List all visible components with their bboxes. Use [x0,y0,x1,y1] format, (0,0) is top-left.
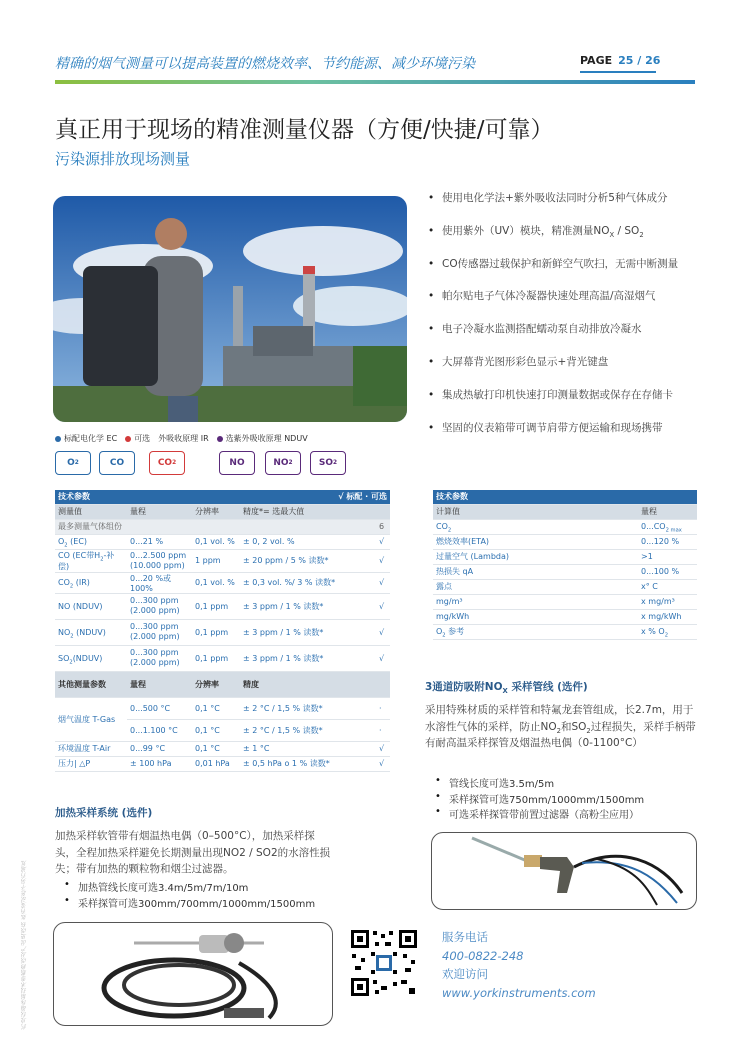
table-row [55,549,390,572]
max-gas-label: 最多测量气体组份 [55,519,376,534]
gas-co2: CO 2 [149,451,185,475]
phone-label: 服务电话 [442,930,488,944]
cell: 0,1 vol. % [192,572,240,593]
gas-no2: NO 2 [265,451,301,475]
col-head: 其他测量参数 [55,671,127,697]
spec-table [55,490,390,772]
cell: ± 0,5 hPa o 1 % 读数* [240,756,376,771]
cell: · [376,697,390,719]
feature-item: • 大屏幕背光图形彩色显示+背光键盘 [428,354,728,387]
feature-item: • 集成热敏打印机快速打印测量数据或保存在存储卡 [428,387,728,420]
cell: ± 3 ppm / 1 % 读数* [240,619,376,645]
cell: 过量空气 (Lambda) [433,549,638,564]
gas-no: NO [219,451,255,475]
cell: CO (EC带$H_2-$补偿) [55,549,127,572]
gas-o2: O 2 [55,451,91,475]
table-row [55,645,390,671]
col-head: 精度 [240,671,390,697]
list-item: • 采样探管可选300mm/700mm/1000mm/1500mm [62,895,342,911]
cell: ± 3 ppm / 1 % 读数* [240,645,376,671]
heated-image [53,922,333,1026]
legend-optional: 可选 [125,433,150,444]
phone-number[interactable]: 400-0822-248 [442,948,524,963]
feature-item: • 帕尔贴电子气体冷凝器快速处理高温/高湿烟气 [428,288,728,321]
table-row [55,534,390,549]
page-label-rule [580,71,656,73]
feature-item: • 使用电化学法+紫外吸收法同时分析5种气体成分 [428,190,728,223]
cell: 压力| △P [55,756,127,771]
table-row [55,756,390,771]
vertical-note: 约克仪器保留技术参数修改及产品更改权 如有变动恕不另行通知 [21,860,28,1030]
cell: ± 0, 2 vol. % [240,534,376,549]
visit-label: 欢迎访问 [442,967,488,981]
cell: 0...300 ppm (2.000 ppm) [127,619,192,645]
col-head: 分辨率 [192,671,240,697]
cell: x mg/kWh [638,609,697,624]
legend-nduv: 选紫外吸收原理 NDUV [217,433,308,444]
table-row [433,549,697,564]
cell: √ [376,619,390,645]
cell: 0,1 ppm [192,645,240,671]
list-item: • 采样探管可选750mm/1000mm/1500mm [433,791,703,807]
cell: 0...100 % [638,564,697,579]
probe3-heading: 3通道防吸附$NO_X$ 采样管线 (选件) [425,681,588,696]
header-slogan: 精确的烟气测量可以提高装置的燃烧效率、节约能源、减少环境污染 [55,56,475,72]
contact-block [442,928,596,1002]
table-row [433,624,697,639]
cell: ± 1 °C [240,741,376,756]
table-row [55,572,390,593]
cell: 0,1 ppm [192,619,240,645]
cell: 1 ppm [192,549,240,572]
cell: 0...21 % [127,534,192,549]
probe3-bullets [433,775,703,822]
website-link[interactable]: www.yorkinstruments.com [442,985,596,1000]
col-head: 计算值 [433,504,638,519]
cell: x mg/m³ [638,594,697,609]
col-head: 量程 [127,504,192,519]
col-head: 分辨率 [192,504,240,519]
page-number: 25 / 26 [618,54,661,67]
table-row [433,594,697,609]
feature-list [428,190,728,452]
cell: 0...300 ppm (2.000 ppm) [127,593,192,619]
cell: >1 [638,549,697,564]
heated-text: 加热采样软管带有烟温热电偶（0–500°C），加热采样探头，全程加热采样避免长期测量出现NO2 / SO2的水溶性损失；带有加热的颗粒物和烟尘过滤器。 [55,830,331,875]
cell: $CO_2$ (IR) [55,572,127,593]
sensor-legend [55,433,308,444]
cell: ± 100 hPa [127,756,192,771]
cell: mg/kWh [433,609,638,624]
cell: $O_2$ 参考 [433,624,638,639]
heated-heading: 加热采样系统 (选件) [55,807,153,819]
table-row [433,579,697,594]
cell: 0,1 ppm [192,593,240,619]
col-head: 量程 [127,671,192,697]
cell: mg/m³ [433,594,638,609]
page-indicator [580,54,660,67]
col-head: 精度*= 选最大值 [240,504,390,519]
cell: 0...120 % [638,534,697,549]
cell: 0...99 °C [127,741,192,756]
cell: ± 2 °C / 1,5 % 读数* [240,697,376,719]
spec-table-title: 技术参数 [55,490,240,504]
cell: 0...300 ppm (2.000 ppm) [127,645,192,671]
cell: 0,1 °C [192,719,240,741]
probe3-text: 采用特殊材质的采样管和特氟龙套管组成，长2.7m，用于水溶性气体的采样，防止$NO_2$和$SO_2$过程损失，采样手柄带有耐高温采样探管及烟温热电偶（0-1100°C） [425,704,696,749]
cell: √ [376,645,390,671]
blue-dot-icon [55,436,61,442]
hero-photo [53,196,407,422]
cell: √ [376,741,390,756]
cell: $0...CO_{2 max}$ [638,519,697,534]
cell: NO (NDUV) [55,593,127,619]
table-row [55,697,390,719]
table-row [433,609,697,624]
cell: ± 2 °C / 1,5 % 读数* [240,719,376,741]
header-gradient-rule [55,80,695,84]
cell: 环境温度 T-Air [55,741,127,756]
calc-table-title: 技术参数 [433,490,697,504]
calc-table [433,490,697,640]
cell: ± 0,3 vol. %/ 3 % 读数* [240,572,376,593]
feature-item: • 使用紫外（UV）模块，精准测量$NO_X / SO_2$ [428,223,728,256]
cell: √ [376,534,390,549]
legend-ec: 标配电化学 EC [55,433,117,444]
page-subtitle: 污染源排放现场测量 [55,150,191,168]
cell: $CO_2$ [433,519,638,534]
cell: · [376,719,390,741]
col-head: 测量值 [55,504,127,519]
heated-bullets [62,879,342,910]
cell: 0...2.500 ppm (10.000 ppm) [127,549,192,572]
cell: x % $O_2$ [638,624,697,639]
cell: 露点 [433,579,638,594]
feature-item: • 坚固的仪表箱带可调节肩带方便运输和现场携带 [428,420,728,453]
max-gas-value: 6 [376,519,390,534]
col-head: 量程 [638,504,697,519]
cell: 0,01 hPa [192,756,240,771]
cell: √ [376,572,390,593]
cell: 烟气温度 T-Gas [55,697,127,741]
cell: 0,1 °C [192,697,240,719]
table-row [433,564,697,579]
cell: x° C [638,579,697,594]
page-label: PAGE [580,54,613,67]
page-title: 真正用于现场的精准测量仪器（方便/快捷/可靠） [55,117,554,143]
cell: ± 3 ppm / 1 % 读数* [240,593,376,619]
feature-item: • CO传感器过载保护和新鲜空气吹扫，无需中断测量 [428,256,728,289]
probe3-image [431,832,697,910]
list-item: • 管线长度可选3.5m/5m [433,775,703,791]
list-item: • 可选采样探管带前置过滤器（高粉尘应用） [433,806,703,822]
cell: $O_2$ (EC) [55,534,127,549]
cell: $NO_2$ (NDUV) [55,619,127,645]
cell: √ [376,756,390,771]
cell: 燃烧效率(ETA) [433,534,638,549]
gas-so2: SO 2 [310,451,346,475]
purple-dot-icon [217,436,223,442]
cell: √ [376,549,390,572]
cell: ± 20 ppm / 5 % 读数* [240,549,376,572]
table-row [433,519,697,534]
cell: 0...20 %或100% [127,572,192,593]
cell: √ [376,593,390,619]
spec-key: √ 标配 · 可选 [240,490,390,504]
list-item: • 加热管线长度可选3.4m/5m/7m/10m [62,879,342,895]
cell: 0,1 °C [192,741,240,756]
table-row [55,619,390,645]
legend-ir: 外吸收原理 IR [158,434,209,443]
cell: 0,1 vol. % [192,534,240,549]
table-row [55,741,390,756]
cell: 0...1.100 °C [127,719,192,741]
cell: 热损失 qA [433,564,638,579]
gas-co: CO [99,451,135,475]
table-row [55,593,390,619]
cell: 0...500 °C [127,697,192,719]
qr-code[interactable] [349,928,419,998]
cell: $SO_2(NDUV)$ [55,645,127,671]
table-row [433,534,697,549]
feature-item: • 电子冷凝水监测搭配蠕动泵自动排放冷凝水 [428,321,728,354]
red-dot-icon [125,436,131,442]
